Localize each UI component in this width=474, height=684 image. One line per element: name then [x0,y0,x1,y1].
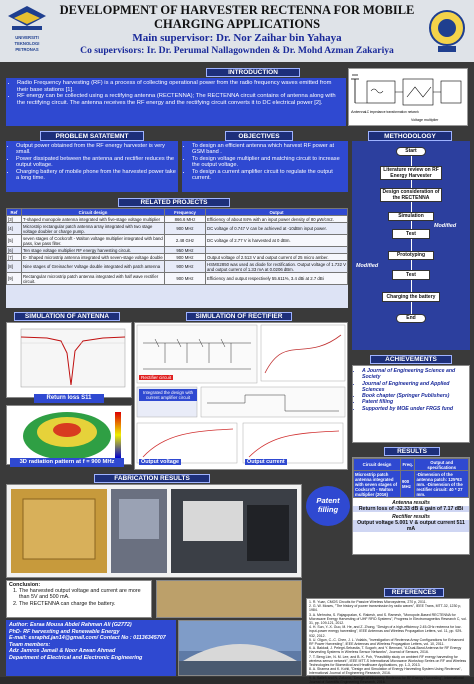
conclusion-panel [6,580,152,618]
flow-modified-2: Modified [356,263,379,269]
objective-bullet: • To design an efficient antenna which harvest RF power at GSM band . [192,143,346,156]
rectifier-panel [134,322,348,470]
rectifier-result: Output voltage 5.001 V & output current 511 mA [353,520,469,532]
antenna-result-title: Antenna results [392,500,430,506]
references-panel [306,598,470,684]
problem-bullet: • Power dissipated between the antenna and rectifier reduces the output voltage. [16,156,176,169]
output-current-label: Output current [247,459,285,465]
flow-simulation: Simulation [388,212,434,221]
poster-header [0,0,474,62]
radiation-label: 3D radiation pattern at f = 900 MHz [10,458,124,467]
problem-heading: PROBLEM SATATEMNT [40,131,144,141]
col-ref: Ref [7,209,22,216]
crest-logo [426,6,468,56]
related-circuit: Microstrip rectangular patch antenna array integrated with two stage voltage doubler or charge pump. [22,223,165,235]
related-frequency: 2.48 GHz [165,235,206,247]
results-design: Microstrip patch antenna integrated with seven stages of Cockcroft - Walton multiplier (2016) [354,471,401,498]
author-panel [6,620,176,676]
team-members: Adz Jamros Jamali & Noor Azwan Ahmad [9,648,116,655]
achievement-item: • A Journal of Engineering Science and Society [362,368,467,381]
objectives-panel [182,141,348,192]
conclusion-item: 1. The harvested output voltage and current are more than 5V and 500 mA. [19,588,149,600]
related-circuit: T-shaped monopole antenna integrated with five-stage voltage multiplier [22,216,165,223]
return-loss-plot [6,322,132,398]
antenna-result: Return loss of -32.33 dB & gain of 7.17 dBi [353,506,469,512]
related-output: DC voltage of 0.747 V can be achieved at -10dBm input power. [206,223,348,235]
conclusion-heading: Conclusion: [9,582,41,588]
radiation-pattern [6,405,132,465]
flow-modified-1: Modified [434,223,457,229]
rectifier-result-title: Rectifier results [392,514,430,520]
related-ref: [8] [7,261,22,273]
title-line-2: CHARGING APPLICATIONS [153,17,321,31]
related-row [7,247,348,254]
related-heading: RELATED PROJECTS [118,198,230,207]
related-frequency: 900 MHz [165,261,206,273]
results-panel [352,457,470,555]
related-output [206,247,348,254]
patent-label-2: filling [317,505,339,514]
methodology-flowchart [352,141,470,350]
reference-item: 8. A. Sharma and K. Kohli, "Design and Simulation of Energy Harvesting System Using Rectenna", International Journal of Engineering Research, 2016. [309,667,462,676]
related-row [7,261,348,273]
reference-item: 2. G. W. Moses, "The history of power transmission by radio waves", IEEE Trans, MTT-32, 1230 p, 1984. [309,604,462,613]
related-output: Output voltage of 2.513 V and output current of 25 micro amber. [206,254,348,261]
related-frequency: 900 MHz [165,254,206,261]
achievements-panel [352,365,470,443]
author-contact: E-mail: esraphd.jan14@gmail.com/ Contact No : 01136345707 [9,635,166,642]
building-photo [178,620,302,676]
patent-badge [306,486,350,526]
main-supervisor: Main supervisor: Dr. Nor Zaihar bin Yahaya [132,32,342,44]
related-table [6,208,348,308]
results-col-design: Circuit design [354,459,401,471]
title-line-1: DEVELOPMENT OF HARVESTER RECTENNA FOR MOBILE [59,3,415,17]
co-supervisors: Co supervisors: Ir. Dr. Perumal Nallagownden & Dr. Mohd Azman Zakariya [80,44,394,56]
svg-text:PETRONAS: PETRONAS [15,47,39,52]
results-output: -Dimension of the antenna patch: 125*63 mm. -Dimension of the rectifier circuit: 40 * 27 mm. [415,471,469,498]
department: Department of Electrical and Electronic Engineering [9,654,143,661]
flow-test-1: Test [392,229,430,239]
related-ref: [9] [7,273,22,285]
reference-item: 4. H. Sun, Y.-X. Guo, M. He, and Z. Zhong, "Design of a high-efficiency 2.45-GHz rectenna for low-input-power energy harvesting", IEEE Antennas and Wireless Propagation Letters, vol. 11, pp. 929-932, 2012. [309,625,463,638]
reference-item: 7. T. Beng Lim, N. M. Lee, and B. K. Poh, "Feasibility study on ambient RF energy harvesting for wireless sensor network", IEEE MTT-S International Microwave Workshop Series on RF and Wireless Technologies for Biomedical and Healthcare Applications, pp. 1-3, 2013. [309,654,467,668]
reference-item: 5. U. Olgun, C.-C. Chen, J. L. Volakis, "Investigation of Rectenna Array Configurations for Enhanced RF Power Harvesting", IEEE Antennas and Wireless Propagation Letters, vol. 10, 2011. [309,637,464,647]
fabrication-photos [6,484,302,578]
related-frequency: 900 MHz [165,223,206,235]
results-col-output: Output and specifications [415,459,469,471]
achievements-heading: ACHIEVEMENTS [370,355,452,364]
rectifier-sim-heading: SIMULATION OF RECTIFIER [186,312,292,321]
methodology-heading: METHODOLOGY [368,131,452,141]
flow-end: End [396,314,426,323]
related-row [7,216,348,223]
references-heading: REFERENCES [384,588,444,597]
related-circuit: Ten stage voltage multiplier RF energy harvesting circuit. [22,247,165,254]
introduction-heading: INTRODUCTION [206,68,300,77]
objective-bullet: • To design voltage multiplier and matching circuit to increase the output voltage. [192,156,346,169]
related-frequency: 900 MHz [165,273,206,285]
related-ref: [7] [7,254,22,261]
reference-item: 9. A. Salleh and N. Zakaria, "Design of Microstrip Rectenna for RF Energy Harvesting", International Journal of Scientific Engineering Research, 2016. [309,675,464,684]
intro-bullet: • Radio Frequency harvesting (RF) is a process of collecting operational power from the radio frequency waves emitted from their base stations [1]. [17,80,343,93]
diagram-antenna-label: Antenna [351,109,366,114]
col-circuit: Circuit design [22,209,165,216]
results-heading: RESULTS [384,447,440,456]
diagram-matching-label: LC impedance transformation network [365,110,419,114]
objective-bullet: • To design a current amplifier circuit to regulate the output current. [192,169,346,182]
related-output: HSMS2850 was used as diode for rectification. Output voltage of 1.732 V and output current of 1.33 mA at 0.0206 dBm. [207,261,347,272]
col-output: Output [206,209,348,216]
prototype-photo [156,580,302,618]
output-voltage-label: Output voltage [141,459,180,465]
patent-label-1: Patent [316,496,340,505]
return-loss-label: Return loss S11 [34,394,104,403]
university-logo [4,4,50,62]
related-output: Efficiency and output respectively 55.611%, 3.4 dBi at 2.7 dBi [206,273,348,285]
related-ref: [6] [7,247,22,254]
author-degree: PhD- RF harvesting and Renewable Energy [9,628,120,635]
objectives-heading: OBJECTIVES [225,131,293,141]
fabrication-heading: FABRICATION RESULTS [94,474,210,483]
intro-bullet: • RF energy can be collected using a rectifying antenna (RECTENNA); The RECTENNA circuit contains of antenna along with the rectifying circuit. The antenna receives the RF energy and the rectifying circuit converts it to DC electrical power [2]. [17,93,343,106]
related-circuit: Rectangular microstrip patch antenna integrated with half wave rectifier circuit. [22,273,165,285]
rectenna-block-diagram [348,68,468,126]
reference-item: 1. R. Yuan, CMOS Circuits for Passive Wireless Microsystems, 270 p, 2011. [309,600,427,604]
diagram-multiplier-label: Voltage multiplier [411,118,439,122]
reference-item: 3. A. Mehrotra, S. Rajagopalan, K. Rakesh, and S. Ramesh, "Monopole-Based RECTENNA for Microwave Energy Harvesting of UHF RFID Systems", Progress In Electromagnetics Research C, vol. 31, pp. 109-121, 2012. [309,612,467,626]
related-circuit: E- Shaped microstrip antenna integrated with seven-stage voltage double [23,254,163,260]
flow-charging: Charging the battery [382,292,440,302]
related-row [7,235,348,247]
flow-test-2: Test [392,270,430,280]
antenna-sim-heading: SIMULATION OF ANTENNA [14,312,120,321]
related-ref: [3] [7,216,22,223]
flow-start: Start [396,147,426,156]
results-freq: 900 MHz [401,471,415,498]
related-frequency: 950 MHz [165,247,206,254]
achievement-item: • Journal of Engineering and Applied Sciences [362,381,467,394]
svg-text:TEKNOLOGI: TEKNOLOGI [14,41,40,46]
introduction-panel [6,78,346,126]
problem-bullet: • Output power obtained from the RF energy harvester is very small. [16,143,176,156]
poster-title [54,3,420,31]
flow-prototyping: Prototyping [388,251,434,260]
author-name: Author: Esraa Mousa Abdel Rahman Ali (G2772) [9,622,132,628]
related-ref: [4] [7,223,22,235]
related-output: DC voltage of 2.77 V is harvested at 0 dBm. [206,235,348,247]
integrated-design-label: Integrated the design with current amplifier circuit [139,389,197,401]
achievement-item: • Book chapter (Springer Publishers) [362,393,467,399]
related-row [7,254,348,261]
related-frequency: 866.6 MHz [165,216,206,223]
achievement-item: • Supported by MOE under FRGS fund [362,406,467,412]
related-circuit: Nine stages of Greinacher Voltage double integrated with patch antenna [22,261,165,273]
problem-bullet: • Charging battery of mobile phone from the harvested power take a long time. [16,169,176,182]
conclusion-item: 2. The RECTENNA can charge the battery. [19,601,149,607]
achievement-item: • Patent filling [362,399,467,405]
problem-panel [6,141,178,192]
flow-design: Design consideration of the RECTENNA [380,188,442,202]
related-row [7,223,348,235]
flow-literature: Literature review on RF Energy Harvester [380,166,442,180]
svg-text:UNIVERSITI: UNIVERSITI [15,35,39,40]
rectifier-circuit-label: Rectifier circuit [141,375,172,380]
results-col-freq: Freq. [401,459,415,471]
team-label: Team members: [9,641,51,648]
related-output: Efficiency of about 84% with an input power density of 80 µW/cm2. [206,216,348,223]
col-frequency: Frequency [165,209,206,216]
supervisors [54,32,420,57]
related-ref: [5] [7,235,22,247]
reference-item: 6. A. Bakkali, J. Pelegri-Sebastia, T. Sogorb, and Y. Bennani, "A Dual-Band Antenna for RF Energy Harvesting Systems in Wireless Sensor Networks", Journal of Sensors, 2016. [309,646,462,655]
related-circuit: seven stages of Cockcroft - Walton voltage multiplier integrated with band pass, low pass filter. [23,235,163,246]
related-row [7,273,348,285]
